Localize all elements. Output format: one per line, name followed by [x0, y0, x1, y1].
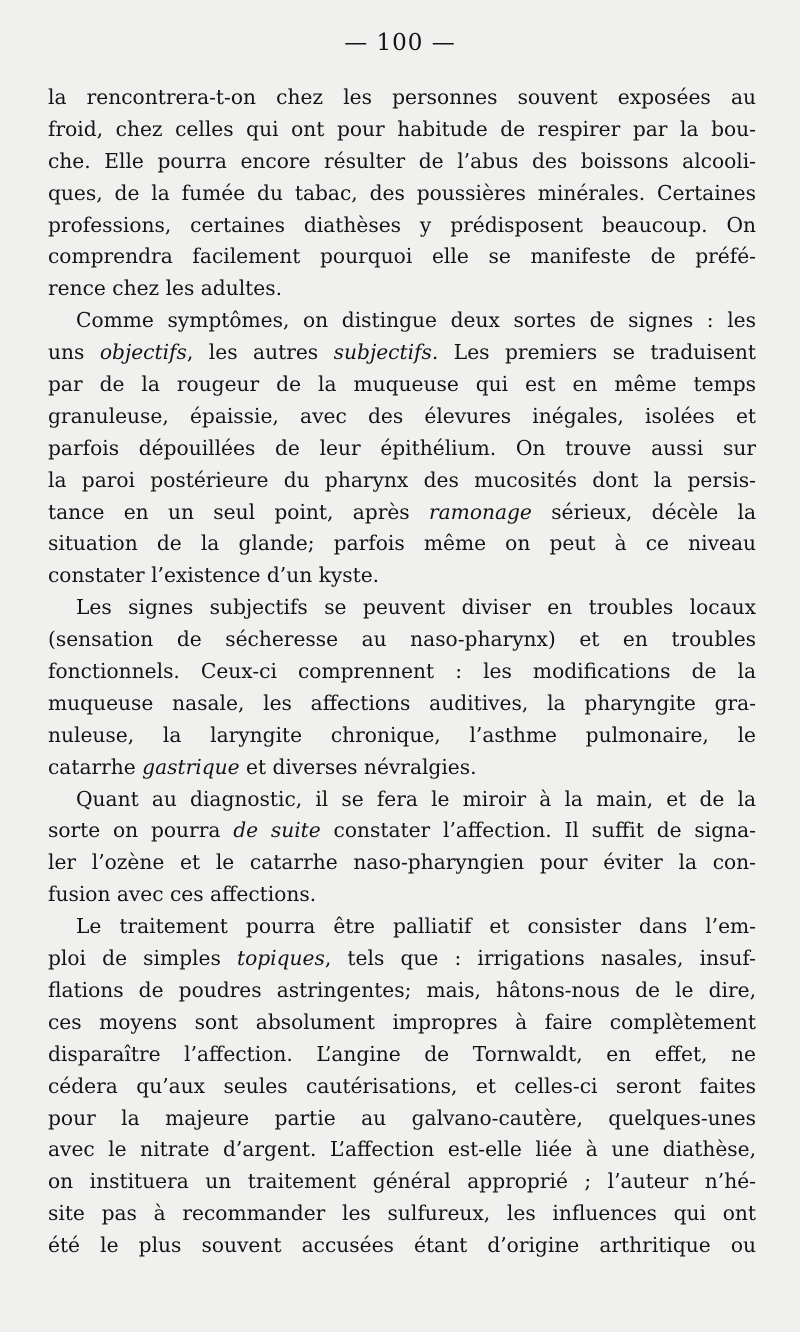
italic-term: subjectifs — [333, 340, 432, 365]
text-segment: site pas à recommander les sulfureux, les influences qui ont — [48, 1201, 756, 1226]
text-segment: . Les premiers se traduisent — [431, 340, 756, 365]
text-line — [48, 1071, 756, 1103]
text-segment: (sensation de sécheresse au naso-pharynx) et en troubles — [48, 627, 756, 652]
text-line — [48, 815, 756, 847]
text-segment: nuleuse, la laryngite chronique, l’asthme pulmonaire, le — [48, 722, 756, 747]
text-line — [48, 369, 756, 401]
italic-term: objectifs — [99, 340, 187, 365]
text-segment: froid, chez celles qui ont pour habitude de respirer par la bou- — [48, 116, 756, 141]
text-line — [48, 975, 756, 1007]
text-segment: rence chez les adultes. — [48, 276, 283, 301]
text-line — [48, 911, 756, 943]
text-line — [48, 146, 756, 178]
text-segment: ler l’ozène et le catarrhe naso-pharyngien pour éviter la con- — [48, 850, 756, 875]
text-line — [48, 1134, 756, 1166]
text-segment: uns — [48, 340, 100, 365]
text-segment: et diverses névralgies. — [239, 754, 477, 779]
text-line — [48, 560, 756, 592]
text-segment: pour la majeure partie au galvano-cautère, quelques-unes — [48, 1105, 756, 1130]
text-line — [48, 943, 756, 975]
text-segment: la rencontrera-t-on chez les personnes souvent exposées au — [48, 85, 756, 109]
text-line — [48, 401, 756, 433]
text-segment: Le traitement pourra être palliatif et consister dans l’em- — [76, 914, 756, 939]
text-line — [48, 114, 756, 146]
italic-term: gastrique — [142, 754, 240, 779]
text-segment: Les signes subjectifs se peuvent diviser en troubles locaux — [76, 595, 756, 620]
text-line — [48, 752, 756, 784]
text-segment: fonctionnels. Ceux-ci comprennent : les modifications de la — [48, 659, 756, 684]
text-segment: professions, certaines diathèses y prédisposent beaucoup. On — [48, 212, 756, 237]
body-text — [48, 82, 756, 1262]
text-line — [48, 273, 756, 305]
text-line — [48, 1007, 756, 1039]
text-segment: che. Elle pourra encore résulter de l’abus des boissons alcooli- — [48, 148, 756, 173]
text-segment: granuleuse, épaissie, avec des élevures inégales, isolées et — [48, 403, 756, 428]
text-line — [48, 82, 756, 114]
text-segment: disparaître l’affection. L’angine de Tornwaldt, en effet, ne — [48, 1041, 756, 1066]
text-segment: parfois dépouillées de leur épithélium. On trouve aussi sur — [48, 435, 756, 460]
text-segment: sérieux, décèle la — [531, 499, 756, 524]
text-line — [48, 879, 756, 911]
text-segment: constater l’affection. Il suffit de signa- — [320, 818, 757, 843]
text-line — [48, 465, 756, 497]
italic-term: topiques — [236, 946, 325, 971]
text-segment: avec le nitrate d’argent. L’affection est-elle liée à une diathèse, — [48, 1137, 756, 1162]
text-line — [48, 592, 756, 624]
text-line — [48, 1166, 756, 1198]
text-line — [48, 1103, 756, 1135]
text-line — [48, 1039, 756, 1071]
text-segment: fusion avec ces affections. — [48, 882, 317, 907]
text-line — [48, 178, 756, 210]
text-line — [48, 241, 756, 273]
text-segment: flations de poudres astringentes; mais, hâtons-nous de le dire, — [48, 977, 756, 1002]
text-segment: par de la rougeur de la muqueuse qui est en même temps — [48, 372, 756, 397]
text-segment: la paroi postérieure du pharynx des mucosités dont la persis- — [48, 467, 756, 492]
page-number: — 100 — — [344, 30, 456, 56]
text-segment: Quant au diagnostic, il se fera le miroir à la main, et de la — [76, 786, 756, 811]
text-segment: ces moyens sont absolument impropres à faire complètement — [48, 1009, 756, 1034]
text-segment: Comme symptômes, on distingue deux sortes de signes : les — [76, 308, 756, 333]
text-line — [48, 720, 756, 752]
text-segment: cédera qu’aux seules cautérisations, et celles-ci seront faites — [48, 1073, 756, 1098]
text-segment: catarrhe — [48, 754, 143, 779]
text-segment: ploi de simples — [48, 946, 237, 971]
italic-term: ramonage — [428, 499, 532, 524]
text-line — [48, 688, 756, 720]
text-segment: situation de la glande; parfois même on peut à ce niveau — [48, 531, 756, 556]
text-segment: , les autres — [186, 340, 334, 365]
text-segment: comprendra facilement pourquoi elle se manifeste de préfé- — [48, 244, 756, 269]
text-segment: ques, de la fumée du tabac, des poussières minérales. Certaines — [48, 180, 756, 205]
text-segment: sorte on pourra — [48, 818, 234, 843]
text-line — [48, 528, 756, 560]
text-line — [48, 624, 756, 656]
text-line — [48, 433, 756, 465]
text-line — [48, 784, 756, 816]
text-line — [48, 656, 756, 688]
text-line — [48, 497, 756, 529]
text-line — [48, 1198, 756, 1230]
text-segment: muqueuse nasale, les affections auditives, la pharyngite gra- — [48, 690, 756, 715]
text-segment: été le plus souvent accusées étant d’origine arthritique ou — [48, 1233, 756, 1258]
text-line — [48, 305, 756, 337]
text-segment: on instituera un traitement général approprié ; l’auteur n’hé- — [48, 1169, 756, 1194]
text-line — [48, 337, 756, 369]
text-segment: , tels que : irrigations nasales, insuf- — [324, 946, 756, 971]
text-line — [48, 210, 756, 242]
text-line — [48, 847, 756, 879]
text-segment: constater l’existence d’un kyste. — [48, 563, 380, 588]
text-line — [48, 1230, 756, 1262]
text-segment: tance en un seul point, après — [48, 499, 429, 524]
italic-term: de suite — [233, 818, 321, 843]
